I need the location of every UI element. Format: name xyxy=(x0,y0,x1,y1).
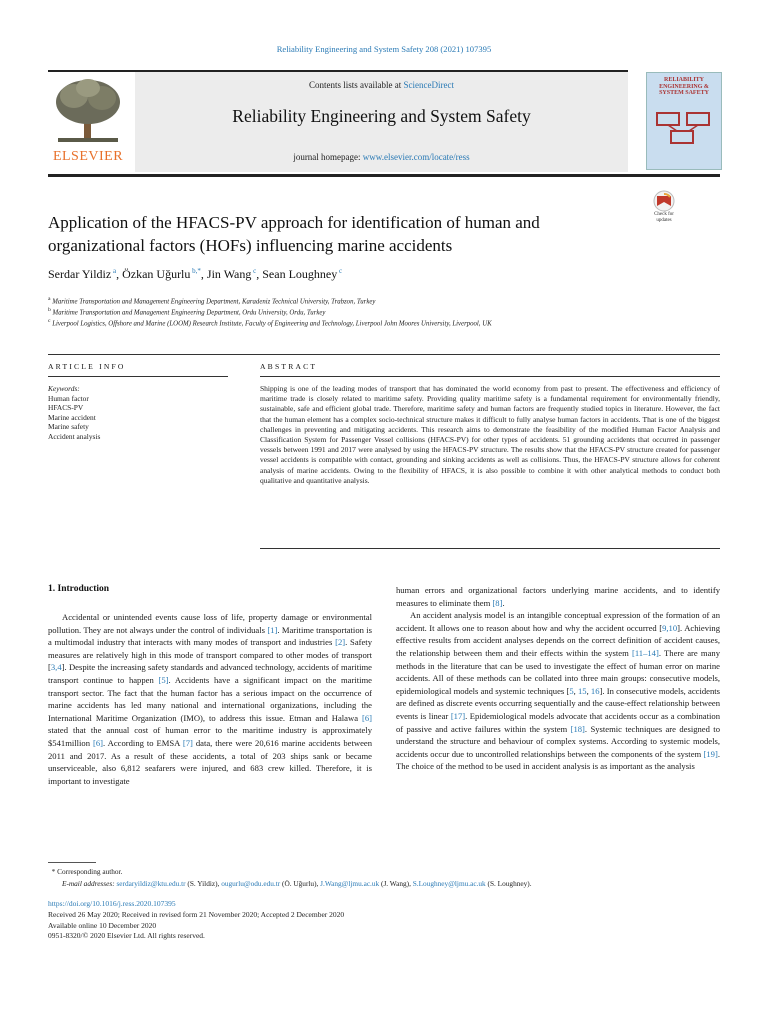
paragraph-text: ]. Despite the increasing safety standards and advanced technology, accidents of maritime transport continue to happen xyxy=(48,662,372,685)
citation-link[interactable]: [18] xyxy=(570,723,585,734)
email-owner: (S. Yildiz), xyxy=(185,878,222,888)
keyword: Accident analysis xyxy=(48,431,101,441)
contents-prefix: Contents lists available at xyxy=(309,80,404,90)
abstract-rule-bottom xyxy=(260,548,720,549)
author-name: Sean Loughney xyxy=(262,267,338,281)
intro-right-column xyxy=(396,584,720,773)
copyright: 0951-8320/© 2020 Elsevier Ltd. All rights reserved. xyxy=(48,931,205,941)
journal-cover[interactable] xyxy=(646,72,722,170)
paragraph-text: . Safety measures are relatively high in this mode of transport compared to other modes of transport [ xyxy=(48,637,372,673)
available-online: Available online 10 December 2020 xyxy=(48,920,157,930)
email-owner: (J. Wang), xyxy=(379,878,413,888)
elsevier-tree-logo xyxy=(52,76,124,146)
received-dates: Received 26 May 2020; Received in revised form 21 November 2020; Accepted 2 December 2020 xyxy=(48,909,345,919)
citation-link[interactable]: [6] xyxy=(92,737,104,748)
keyword: Human factor xyxy=(48,393,89,403)
keyword: Marine accident xyxy=(48,412,96,422)
running-header[interactable]: Reliability Engineering and System Safety 208 (2021) 107395 xyxy=(276,44,492,54)
abstract-rule xyxy=(260,376,720,377)
email-owner: (Ö. Uğurlu), xyxy=(280,878,321,888)
paragraph-text: . The choice of the method to be used in accident analysis is as important as the analysis xyxy=(396,748,720,772)
email-label: E-mail addresses: xyxy=(62,878,115,888)
section-heading-introduction: 1. Introduction xyxy=(48,584,110,594)
check-updates-icon xyxy=(646,190,682,212)
author-affiliation-mark[interactable]: c xyxy=(251,267,257,275)
intro-paragraph xyxy=(48,611,372,787)
email-owner: (S. Loughney). xyxy=(485,878,532,888)
section-rule-top xyxy=(48,354,720,355)
citation-link[interactable]: [1] xyxy=(267,624,278,635)
journal-title: Reliability Engineering and System Safety xyxy=(232,106,531,126)
intro-paragraph xyxy=(396,609,720,773)
author-affiliation-mark[interactable]: c xyxy=(337,267,343,275)
check-for-updates-badge[interactable] xyxy=(646,190,682,230)
header-rule-bottom xyxy=(48,174,720,177)
email-list xyxy=(116,879,531,888)
affiliation-c: $^c$ Liverpool Logistics, Offshore and Marine (LOOM) Research Institute, Faculty of Engineering and Technology, Liverpool John Moores University, Liverpool, UK xyxy=(48,318,492,328)
citation-link[interactable]: [5] xyxy=(158,674,169,685)
article-info-rule xyxy=(48,376,228,377)
intro-left-column xyxy=(48,611,372,787)
keywords-block xyxy=(48,384,228,442)
homepage-link[interactable]: www.elsevier.com/locate/ress xyxy=(362,152,470,162)
email-link[interactable]: J.Wang@ljmu.ac.uk xyxy=(320,878,380,888)
affiliation-a: $^a$ Maritime Transportation and Management Engineering Department, Karadeniz Technical University, Trabzon, Turkey xyxy=(48,296,376,306)
author-name: Özkan Uğurlu xyxy=(122,267,191,281)
paragraph-text: . Accidents have a significant impact on the maritime transport sector. The fact that the human factor has a serious impact on the occurrence of marine accidents has led many national and international organizations, including the International Maritime Organization (IMO), to address this issue. Etman and Halawa xyxy=(48,674,372,723)
corresponding-author-note: * Corresponding author. xyxy=(48,867,123,876)
author-name: Jin Wang xyxy=(206,267,252,281)
author-name: Serdar Yildiz xyxy=(48,267,112,281)
citation-link[interactable]: 9,10 xyxy=(662,622,678,633)
paragraph-text: . According to EMSA xyxy=(103,737,183,748)
citation-link[interactable]: [11–14] xyxy=(631,647,659,658)
intro-paragraph xyxy=(396,584,720,609)
contents-line xyxy=(135,80,628,90)
paragraph-text: ]. Achieving effective results from accident analyses depends on the correct definition of accident causes, the relationship between them and their effects within the system xyxy=(396,622,720,658)
paragraph-text: . xyxy=(502,597,505,608)
citation-link[interactable]: 3,4 xyxy=(50,662,62,673)
citation-link[interactable]: [7] xyxy=(182,737,193,748)
citation-link[interactable]: [8] xyxy=(492,597,503,608)
sciencedirect-link[interactable]: ScienceDirect xyxy=(403,80,454,90)
check-updates-label: Check for updates xyxy=(654,212,674,223)
footnote-rule xyxy=(48,862,96,863)
paragraph-text: . Maritime transportation is a multimodal industry that interacts with many modes of transport and industries xyxy=(48,624,372,648)
citation-link[interactable]: [17] xyxy=(450,710,466,721)
footnotes xyxy=(48,866,720,889)
citation-link[interactable]: 5 xyxy=(569,685,574,696)
citation-link[interactable]: [6] xyxy=(361,712,372,723)
paragraph-text: stated that the annual cost of human error to the maritime industry is approximately $541million xyxy=(48,725,372,748)
paragraph-text: An accident analysis model is an intangible conceptual expression of the formation of an accident. It allows one to reason about how and why the accident occurred [ xyxy=(396,610,720,633)
paragraph-text: Accidental or unintended events cause loss of life, property damage or environmental pollution. They are not always under the control of individuals xyxy=(48,612,372,635)
homepage-line xyxy=(135,152,628,162)
email-link[interactable]: S.Loughney@ljmu.ac.uk xyxy=(412,878,486,888)
author-affiliation-mark[interactable]: b,* xyxy=(190,267,201,275)
article-meta xyxy=(48,899,720,942)
paragraph-text: . Epidemiological models advocate that accidents occur as a combination of passive and active failures within the system xyxy=(396,710,720,734)
affiliation-b: $^b$ Maritime Transportation and Management Engineering Department, Ordu University, Ordu, Turkey xyxy=(48,307,326,317)
citation-link[interactable]: [2] xyxy=(335,637,346,648)
elsevier-wordmark[interactable]: ELSEVIER xyxy=(52,149,124,164)
paragraph-text: , xyxy=(586,685,591,696)
keyword: HFACS-PV xyxy=(48,403,84,413)
paragraph-text: data, there were 20,616 marine accidents between 2011 and 2017. As a result of these accidents, a total of 203 ships sank or became unserviceable, also 6,812 seafarers were injured, and 683 crew killed. Therefore, it is important to investigate xyxy=(48,737,373,786)
citation-link[interactable]: 15 xyxy=(577,685,587,696)
keywords-label: Keywords: xyxy=(48,384,80,393)
author-affiliation-mark[interactable]: a xyxy=(111,267,117,275)
author-list: Serdar Yildiz $^a$, Özkan Uğurlu $^{b,*}$, Jin Wang $^c$, Sean Loughney $^c$ xyxy=(48,267,343,281)
article-title: Application of the HFACS-PV approach for identification of human and organizational factors (HOFs) influencing marine accidents xyxy=(48,213,540,255)
paragraph-text: human errors and organizational factors underlying marine accidents, and to identify measures to eliminate them xyxy=(396,585,720,608)
email-link[interactable]: serdaryildiz@ktu.edu.tr xyxy=(116,878,186,888)
email-addresses xyxy=(48,878,720,890)
cover-diagram-icon xyxy=(647,73,721,169)
paragraph-text: . There are many methods in the literature that can be used to investigate the effect of human error on marine accidents. All of these methods can be collated into three main groups: consecutive models, epidemiological models and systemic techniques [ xyxy=(396,647,721,696)
paragraph-text: , xyxy=(573,685,578,696)
doi-link[interactable]: https://doi.org/10.1016/j.ress.2020.107395 xyxy=(48,899,176,908)
paragraph-text: . Systemic techniques are designed to understand the structure and behaviour of complex systems. According to systemic models, accidents occur due to uncontrolled relationships between the components of the system xyxy=(396,723,720,759)
abstract-heading: ABSTRACT xyxy=(260,362,318,371)
cover-title: RELIABILITY ENGINEERING & SYSTEM SAFETY xyxy=(659,77,709,96)
homepage-prefix: journal homepage: xyxy=(293,152,363,162)
keyword: Marine safety xyxy=(48,422,89,432)
email-link[interactable]: ougurlu@odu.edu.tr xyxy=(221,878,281,888)
citation-link[interactable]: 16 xyxy=(590,685,600,696)
citation-link[interactable]: [19] xyxy=(703,748,718,759)
paragraph-text: ]. In consecutive models, accidents are defined as discrete events occurring sequentially and the cause-effect relationship between events is linear xyxy=(396,685,721,721)
abstract-text: Shipping is one of the leading modes of transport that has dominated the world economy from past to present. The effectiveness and efficiency of maritime trade is closely related to maritime safety. Providing quality maritime safety is a fundamental requirement for environmentally friendly, sustainable, safe and efficient global trade. Therefore, maritime safety and human factors are frequently studied topics in literature. However, the fact that the human element has a complex socio-technical structure makes it difficult to fully analyse human factors in accidents. That is one of the biggest challenges in preventing and mitigating accidents. This research aims to demonstrate the feasibility of the modified Human Factor Analysis and Classification System for Passenger Vessel collisions (HFACS-PV) for other types of accidents. 51 grounding accidents that occurred in passenger vessels between 1991 and 2017 were analysed by using the HFACS-PV structure. The results show that the HFACS-PV structure created for passenger vessel accidents is compatible with contact, grounding and sinking accidents as well as collisions. Thus, the HFACS-PV structure allows for coherent analysis of marine accidents. Owing to the flexibility of HFACS, it is also possible to combine it with other analytical methods to conduct both qualitative and quantitative analysis. xyxy=(260,384,720,485)
article-info-heading: ARTICLE INFO xyxy=(48,362,126,371)
